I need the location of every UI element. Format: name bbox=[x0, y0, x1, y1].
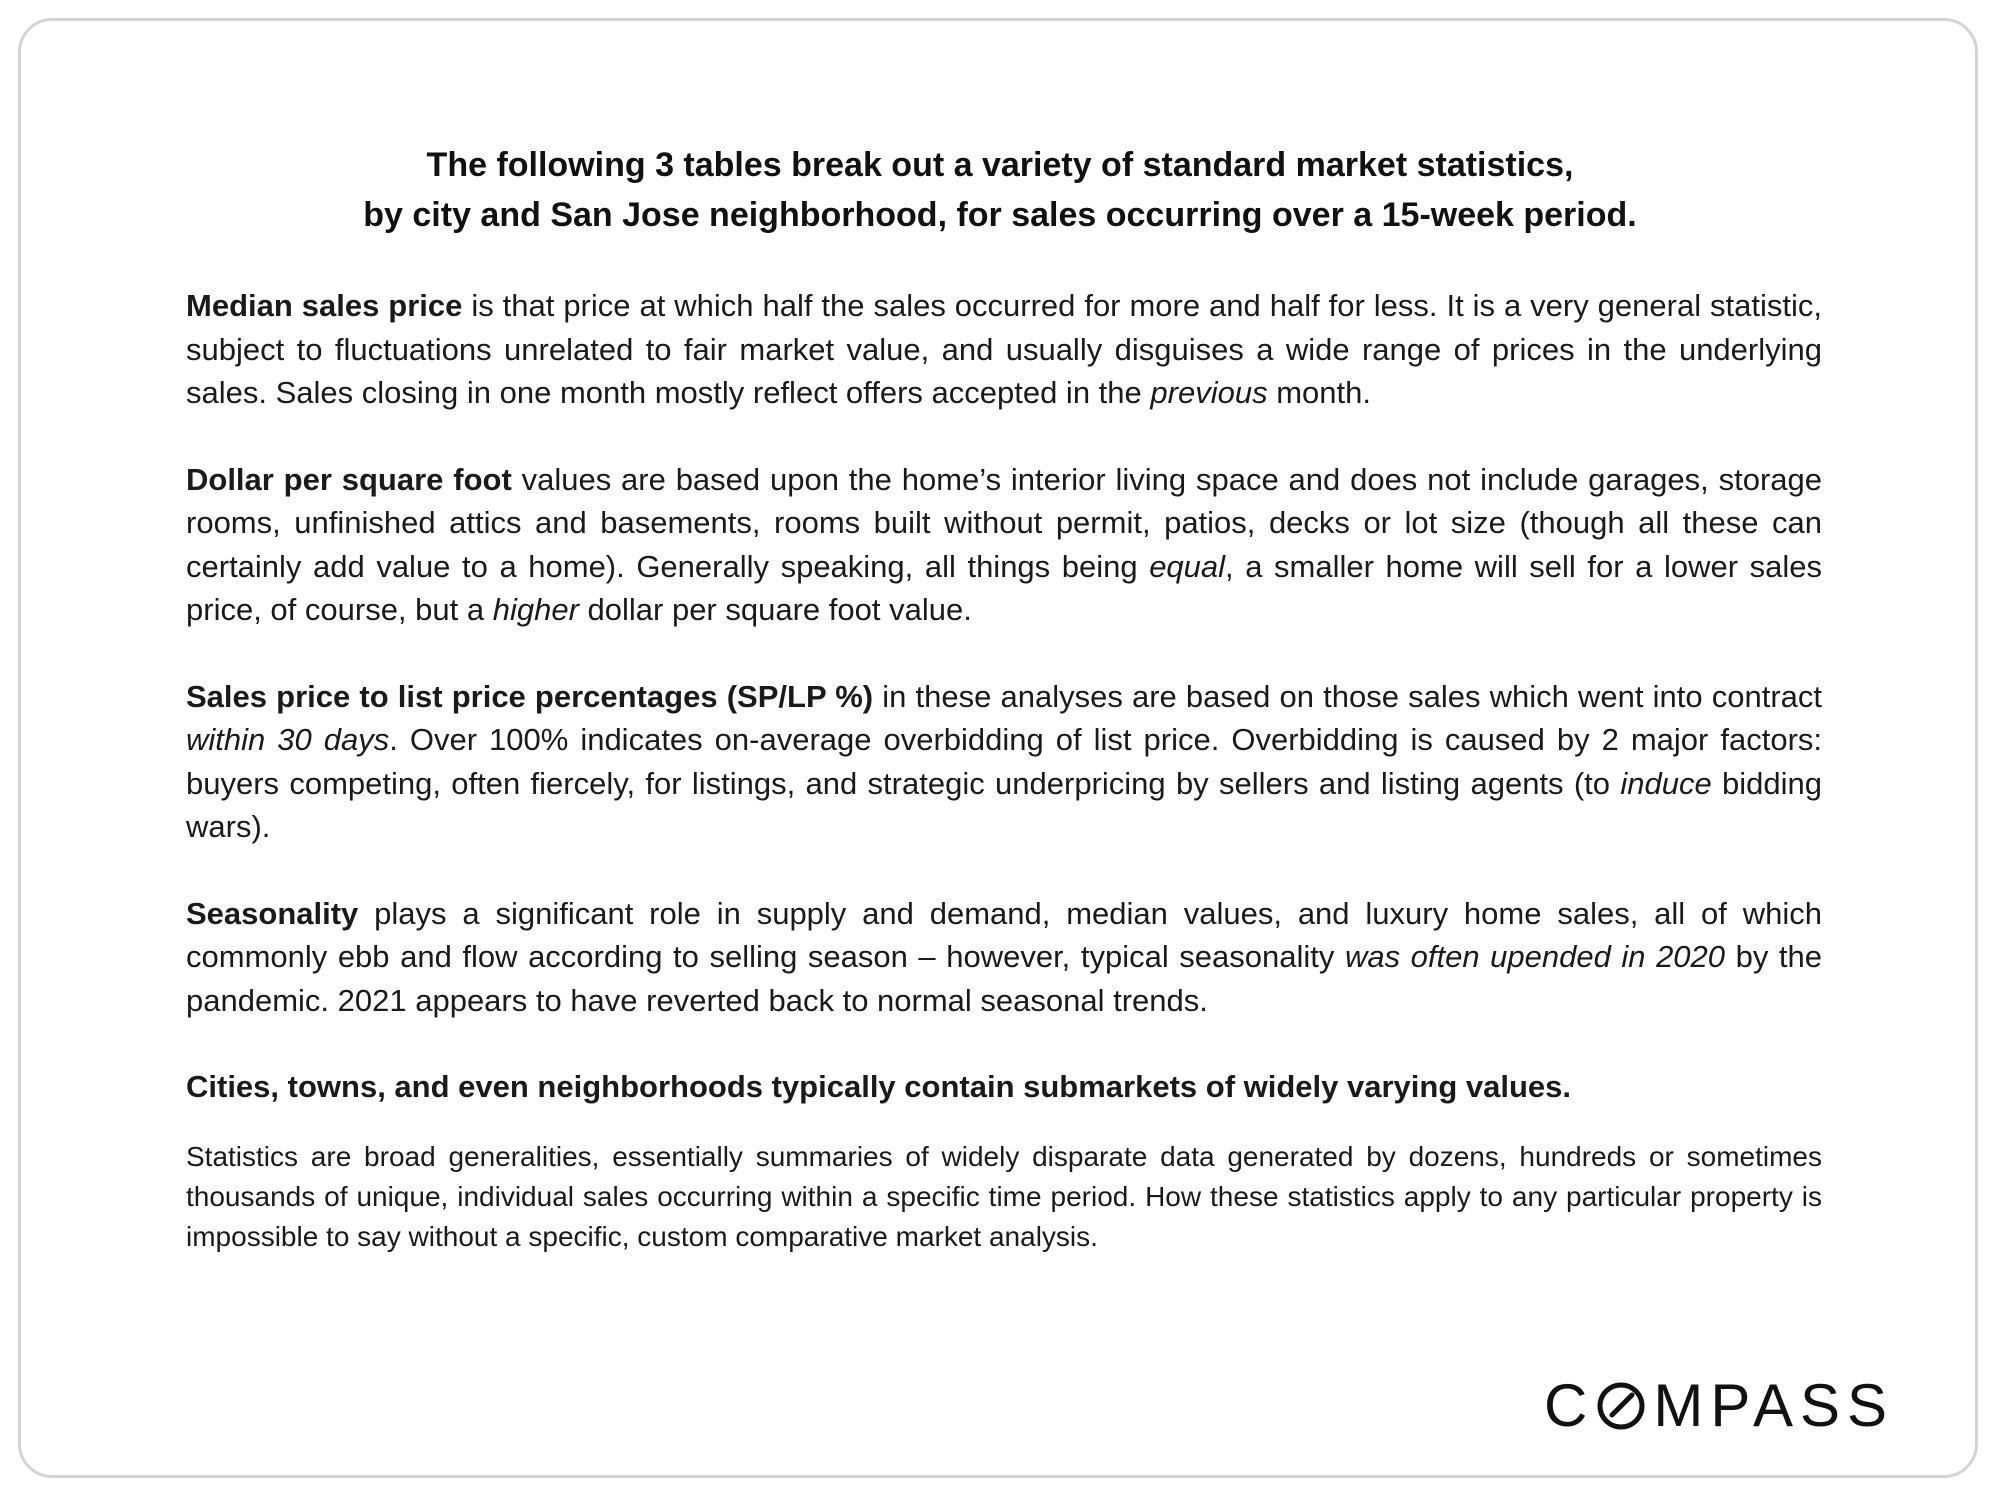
page-title bbox=[0, 140, 2000, 240]
seasonality-text-1: plays a significant role in supply and demand, median values, and luxury home sales, all of which commonly ebb and flow according to selling season – however, typical seasonality bbox=[186, 895, 1822, 974]
splp-emphasis-induce: induce bbox=[1620, 765, 1712, 801]
splp-text-1: in these analyses are based on those sales which went into contract bbox=[873, 678, 1822, 714]
median-sales-price-term: Median sales price bbox=[186, 288, 463, 323]
dollar-text-3: dollar per square foot value. bbox=[578, 592, 972, 627]
submarkets-callout: Cities, towns, and even neighborhoods typically contain submarkets of widely varying values. bbox=[186, 1069, 1572, 1104]
splp-term: Sales price to list price percentages (SP/LP %) bbox=[186, 678, 874, 714]
dollar-emphasis-higher: higher bbox=[492, 592, 579, 627]
title-line-2: by city and San Jose neighborhood, for sales occurring over a 15-week period. bbox=[363, 196, 1637, 234]
dollar-text-2: , a smaller home will sell for a lower sales price, of course, but a bbox=[186, 548, 1822, 627]
seasonality-emphasis-2020: was often upended in 2020 bbox=[1344, 939, 1726, 974]
splp-text-3: bidding wars). bbox=[186, 765, 1822, 844]
compass-o-icon bbox=[1596, 1381, 1646, 1431]
splp-paragraph bbox=[186, 675, 1822, 849]
body-text bbox=[186, 284, 1822, 1257]
dollar-emphasis-equal: equal bbox=[1149, 548, 1226, 584]
seasonality-term: Seasonality bbox=[186, 895, 359, 931]
title-line-1: The following 3 tables break out a variety of standard market statistics, bbox=[426, 146, 1574, 184]
compass-logo bbox=[1544, 1372, 1894, 1439]
splp-emphasis-30-days: within 30 days bbox=[186, 722, 390, 757]
median-text-1: is that price at which half the sales occurred for more and half for less. It is a very general statistic, subject to fluctuations unrelated to fair market value, and usually disguises a wide range of prices in the underlying sales. Sales closing in one month mostly reflect offers accepted in the bbox=[186, 288, 1823, 410]
median-text-2: month. bbox=[1267, 375, 1371, 410]
dollar-text-1: values are based upon the home’s interior living space and does not include garages, storage rooms, unfinished attics and basements, rooms built without permit, patios, decks or lot size (though all these can certainly add value to a home). Generally speaking, all things being bbox=[186, 461, 1823, 584]
median-emphasis-previous: previous bbox=[1150, 375, 1268, 410]
dollar-per-sqft-paragraph bbox=[186, 458, 1822, 632]
statistics-disclaimer: Statistics are broad generalities, essentially summaries of widely disparate data generated by dozens, hundreds or sometimes thousands of unique, individual sales occurring within a specific time period. How these statistics apply to any particular property is impossible to say without a specific, custom comparative market analysis. bbox=[186, 1140, 1822, 1252]
logo-letter-c: C bbox=[1544, 1372, 1595, 1439]
median-sales-price-paragraph bbox=[186, 284, 1822, 415]
seasonality-text-2: by the pandemic. 2021 appears to have reverted back to normal seasonal trends. bbox=[186, 939, 1822, 1018]
seasonality-paragraph bbox=[186, 892, 1822, 1023]
logo-letters-mpass: MPASS bbox=[1653, 1372, 1894, 1439]
splp-text-2: . Over 100% indicates on-average overbidding of list price. Overbidding is caused by 2 major factors: buyers competing, often fiercely, for listings, and strategic underpricing by sellers and listing agents (to bbox=[186, 722, 1823, 801]
dollar-per-sqft-term: Dollar per square foot bbox=[186, 461, 512, 497]
